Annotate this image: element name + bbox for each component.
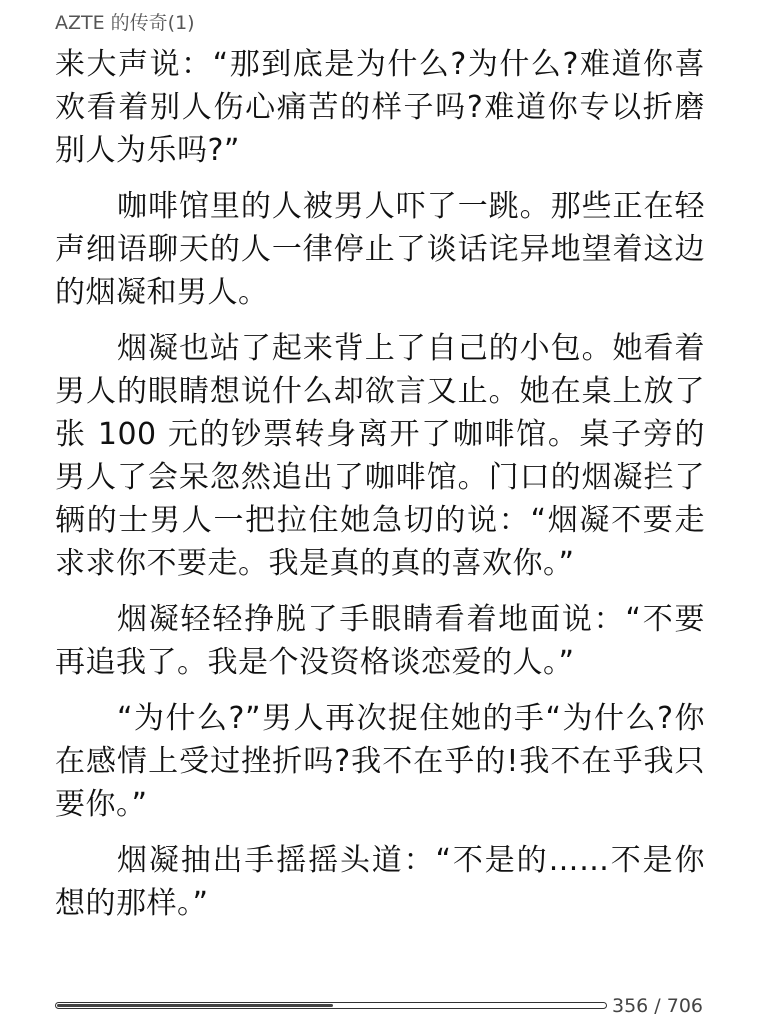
paragraph: 烟凝也站了起来背上了自己的小包。她看着男人的眼睛想说什么却欲言又止。她在桌上放了张 100 元的钞票转身离开了咖啡馆。桌子旁的男人了会呆忽然追出了咖啡馆。门口的烟凝拦了辆的士男人一把拉住她急切的说：“烟凝不要走求求你不要走。我是真的真的喜欢你。” — [55, 331, 705, 581]
reading-progress-fill — [57, 1004, 333, 1007]
paragraph: 来大声说：“那到底是为什么?为什么?难道你喜欢看着别人伤心痛苦的样子吗?难道你专以折磨别人为乐吗?” — [55, 47, 705, 168]
paragraph: “为什么?”男人再次捉住她的手“为什么?你在感情上受过挫折吗?我不在乎的!我不在乎我只要你。” — [55, 701, 705, 822]
reading-footer — [55, 994, 703, 1018]
book-title: AZTE 的传奇(1) — [55, 12, 195, 34]
paragraph: 烟凝轻轻挣脱了手眼睛看着地面说：“不要再追我了。我是个没资格谈恋爱的人。” — [55, 602, 705, 680]
page-indicator: 356 / 706 — [611, 995, 703, 1017]
paragraph: 咖啡馆里的人被男人吓了一跳。那些正在轻声细语聊天的人一律停止了谈话诧异地望着这边的烟凝和男人。 — [55, 189, 705, 310]
reading-progress-bar[interactable] — [55, 1002, 607, 1009]
reading-content — [55, 43, 705, 938]
paragraph: 烟凝抽出手摇摇头道：“不是的……不是你想的那样。” — [55, 843, 705, 921]
